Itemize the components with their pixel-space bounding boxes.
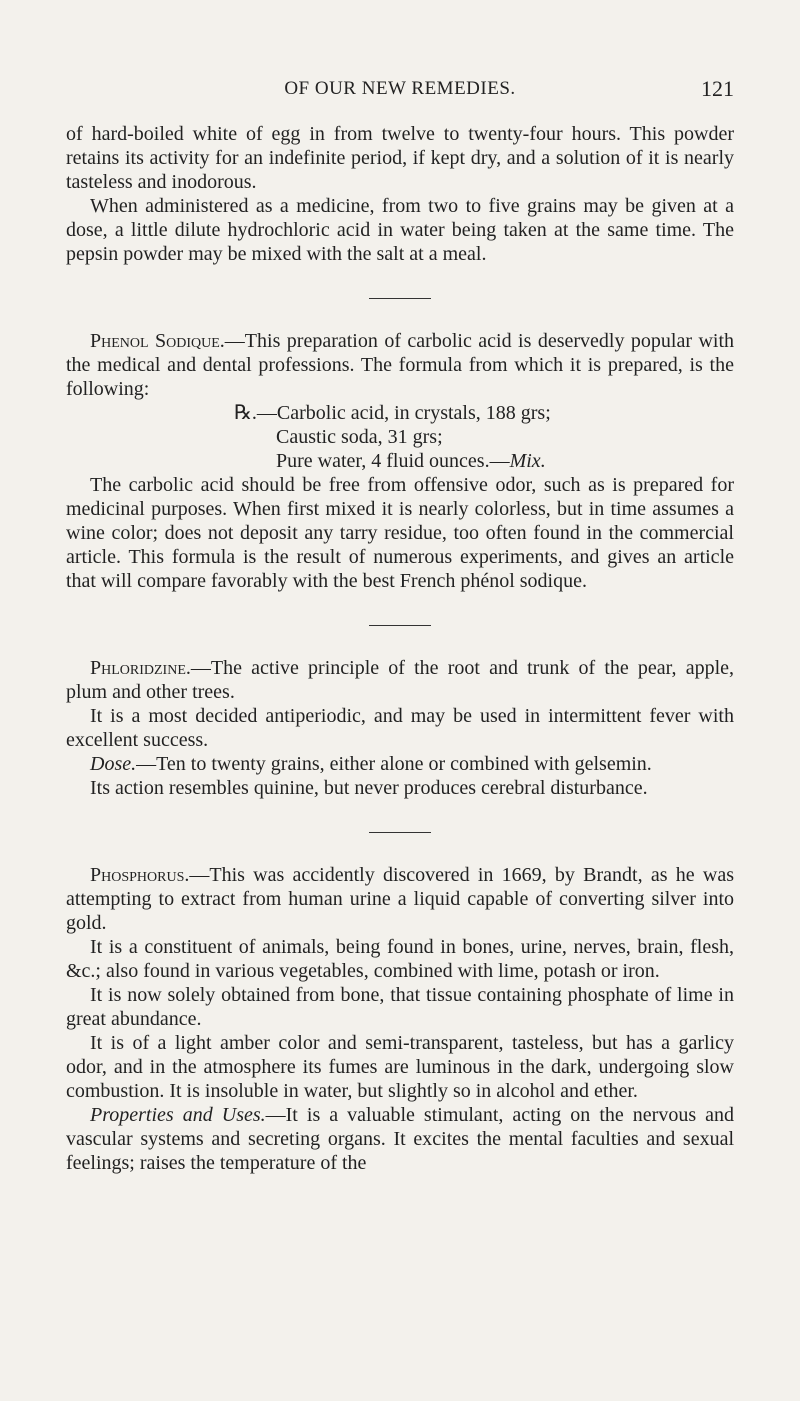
section-phenol-sodique xyxy=(66,329,734,401)
paragraph: It is of a light amber color and semi-transparent, tasteless, but has a garlicy odor, and in the atmosphere its fumes are luminous in the dark, undergoing slow combustion. It is insoluble in water, but slightly so in alcohol and ether. xyxy=(66,1032,734,1102)
page-number: 121 xyxy=(701,76,734,101)
section-divider xyxy=(369,832,431,833)
paragraph: It is a most decided antiperiodic, and may be used in intermittent fever with excellent success. xyxy=(66,705,734,751)
dose-text: —Ten to twenty grains, either alone or combined with gelsemin. xyxy=(136,753,652,775)
paragraph: of hard-boiled white of egg in from twelve to twenty-four hours. This powder retains its activity for an indefinite period, if kept dry, and a solution of it is nearly tasteless and inodorous. xyxy=(66,123,734,193)
formula-line: Caustic soda, 31 grs; xyxy=(276,426,443,448)
section-intro: —This preparation of carbolic acid is deservedly popular with the medical and dental professions. The formula from which it is prepared, is the following: xyxy=(66,330,734,400)
paragraph: The carbolic acid should be free from offensive odor, such as is prepared for medicinal purposes. When first mixed it is nearly colorless, but in time assumes a wine color; does not deposit any tarry residue, too often found in the commercial article. This formula is the result of numerous experiments, and gives an article that will compare favorably with the best French phénol sodique. xyxy=(66,474,734,592)
section-divider xyxy=(369,298,431,299)
page-body xyxy=(66,122,734,1175)
section-divider xyxy=(369,625,431,626)
dose-label: Dose. xyxy=(90,753,137,775)
formula xyxy=(66,401,734,473)
formula-text: Pure water, 4 fluid ounces.— xyxy=(276,450,510,472)
formula-mix: Mix. xyxy=(509,450,546,472)
paragraph: When administered as a medicine, from two to five grains may be given at a dose, a little dilute hydrochloric acid in water being taken at the same time. The pepsin powder may be mixed with the salt at a meal. xyxy=(66,195,734,265)
formula-line xyxy=(234,449,734,473)
properties-paragraph xyxy=(66,1103,734,1175)
properties-text: —It is a valuable stimulant, acting on the nervous and vascular systems and secreting organs. It excites the mental faculties and sexual feelings; raises the temperature of the xyxy=(66,1104,735,1174)
paragraph: It is a constituent of animals, being found in bones, urine, nerves, brain, flesh, &c.; also found in various vegetables, combined with lime, potash or iron. xyxy=(66,936,734,982)
section-intro: —This was accidently discovered in 1669, by Brandt, as he was attempting to extract from human urine a liquid capable of converting silver into gold. xyxy=(66,864,734,934)
section-heading: Phosphorus. xyxy=(90,864,190,886)
section-intro: —The active principle of the root and trunk of the pear, apple, plum and other trees. xyxy=(66,657,734,703)
section-heading: Phloridzine. xyxy=(90,657,191,679)
section-phloridzine xyxy=(66,656,734,704)
properties-label: Properties and Uses. xyxy=(90,1104,266,1126)
running-title: OF OUR NEW REMEDIES. xyxy=(284,78,516,99)
section-heading: Phenol Sodique. xyxy=(90,330,225,352)
dose-paragraph xyxy=(66,752,734,776)
paragraph: Its action resembles quinine, but never produces cerebral disturbance. xyxy=(90,777,648,799)
running-head xyxy=(66,78,734,108)
section-phosphorus xyxy=(66,863,734,935)
paragraph: It is now solely obtained from bone, that tissue containing phosphate of lime in great abundance. xyxy=(66,984,734,1030)
formula-line: ℞.—Carbolic acid, in crystals, 188 grs; xyxy=(234,402,551,424)
